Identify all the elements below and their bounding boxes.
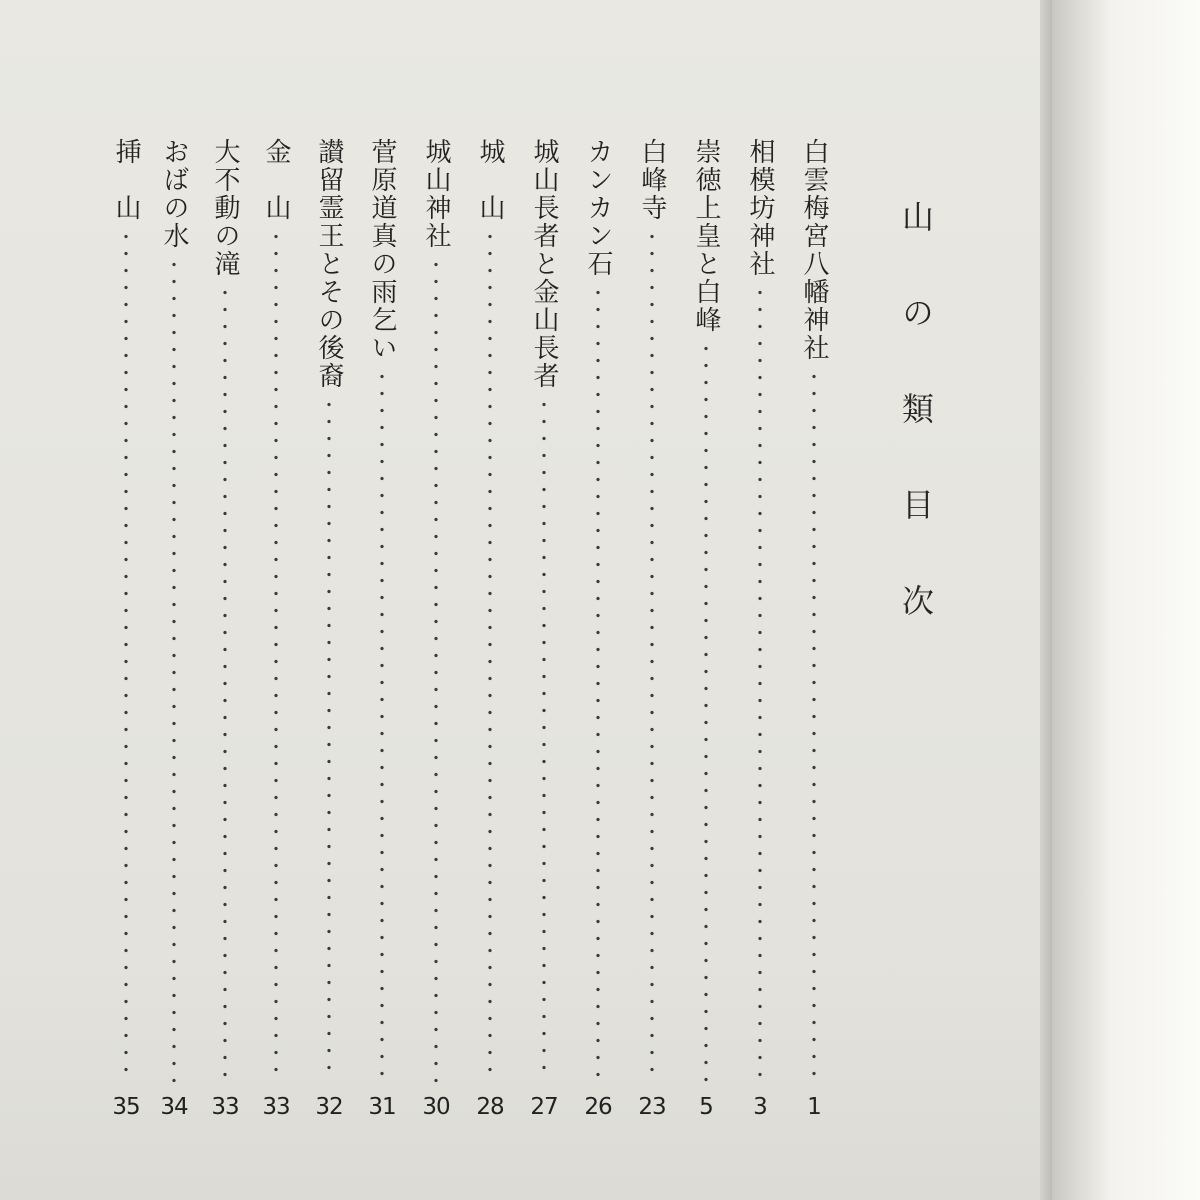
dot-leader [487, 228, 493, 1082]
toc-entry-title: 讃留霊王とその後裔 [314, 138, 344, 390]
dot-leader [757, 284, 763, 1082]
toc-entry-page: 30 [422, 1094, 450, 1120]
toc-entry-page: 3 [753, 1094, 767, 1120]
toc-entry-title: 崇徳上皇と白峰 [691, 138, 721, 334]
toc-entry [414, 138, 458, 1122]
toc-entry-title: 白峰寺 [637, 138, 667, 222]
toc-entry [468, 138, 512, 1122]
dot-leader [595, 284, 601, 1082]
dot-leader [123, 228, 129, 1082]
toc-entry [792, 138, 836, 1122]
toc-entry-page: 23 [638, 1094, 666, 1120]
toc-entry [738, 138, 782, 1122]
toc-entry [307, 138, 351, 1122]
dot-leader [433, 256, 439, 1082]
toc-entry-page: 5 [699, 1094, 713, 1120]
toc-entry [152, 138, 196, 1122]
toc-heading: 山の類目次 [897, 200, 935, 680]
toc-entry [254, 138, 298, 1122]
toc-entry [104, 138, 148, 1122]
toc-entry-title: 城山神社 [421, 138, 451, 250]
toc-entry-page: 26 [584, 1094, 612, 1120]
dot-leader [171, 256, 177, 1082]
dot-leader [541, 396, 547, 1082]
toc-entry-page: 34 [160, 1094, 188, 1120]
toc-entry-page: 1 [807, 1094, 821, 1120]
dot-leader [649, 228, 655, 1082]
toc-entry-page: 28 [476, 1094, 504, 1120]
toc-entry-title: 菅原道真の雨乞い [367, 138, 397, 362]
toc-entry-page: 32 [315, 1094, 343, 1120]
adjacent-page [1052, 0, 1200, 1200]
toc-entry-title: 白雲梅宮八幡神社 [799, 138, 829, 362]
toc-entry-title: 城山長者と金山長者 [529, 138, 559, 390]
toc-entry-page: 27 [530, 1094, 558, 1120]
toc-entry [576, 138, 620, 1122]
toc-entry-title: 大不動の滝 [210, 138, 240, 278]
dot-leader [379, 368, 385, 1082]
toc-entry [630, 138, 674, 1122]
toc-entry-title: 城 山 [475, 138, 505, 222]
page-edge [1040, 0, 1052, 1200]
toc-entry [203, 138, 247, 1122]
toc-entry-title: おばの水 [159, 138, 189, 250]
toc-entry-title: 相模坊神社 [745, 138, 775, 278]
dot-leader [326, 396, 332, 1082]
dot-leader [811, 368, 817, 1082]
dot-leader [273, 228, 279, 1082]
toc-entry-page: 33 [211, 1094, 239, 1120]
toc-entry [522, 138, 566, 1122]
toc-entry-title: 挿 山 [111, 138, 141, 222]
toc-entry [360, 138, 404, 1122]
dot-leader [222, 284, 228, 1082]
toc-entry-page: 35 [112, 1094, 140, 1120]
toc-entry-page: 31 [368, 1094, 396, 1120]
toc-entry-page: 33 [262, 1094, 290, 1120]
toc-entry-title: 金 山 [261, 138, 291, 222]
toc-entry-title: カンカン石 [583, 138, 613, 278]
toc-entry [684, 138, 728, 1122]
dot-leader [703, 340, 709, 1082]
